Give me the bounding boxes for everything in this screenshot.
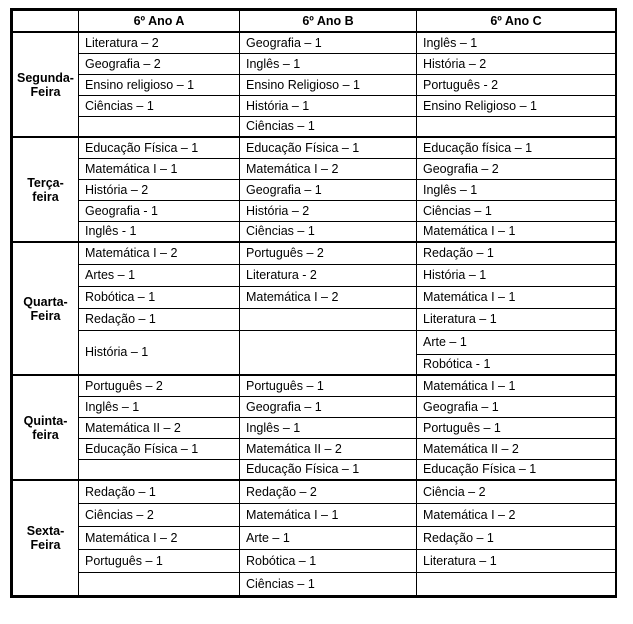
class-cell: História – 2 xyxy=(79,179,240,200)
header-6c: 6º Ano C xyxy=(417,11,616,33)
class-cell: Inglês - 1 xyxy=(79,221,240,242)
schedule-row xyxy=(13,503,616,526)
class-cell: Inglês – 1 xyxy=(240,53,417,74)
class-cell: Geografia – 1 xyxy=(240,396,417,417)
schedule-row xyxy=(13,480,616,503)
class-cell: Literatura – 2 xyxy=(79,32,240,53)
class-cell: Inglês – 1 xyxy=(79,396,240,417)
schedule-row xyxy=(13,308,616,330)
schedule-table xyxy=(12,10,616,596)
class-cell: Literatura – 1 xyxy=(417,549,616,572)
class-cell: Matemática I – 2 xyxy=(240,158,417,179)
schedule-row xyxy=(13,200,616,221)
class-cell: Português – 1 xyxy=(240,375,417,396)
header-6b: 6º Ano B xyxy=(240,11,417,33)
schedule-row xyxy=(13,221,616,242)
schedule-row xyxy=(13,32,616,53)
class-cell xyxy=(240,308,417,330)
schedule-row xyxy=(13,286,616,308)
class-cell: Literatura - 2 xyxy=(240,264,417,286)
class-cell: Redação – 2 xyxy=(240,480,417,503)
class-cell: Ensino religioso – 1 xyxy=(79,74,240,95)
class-cell: Inglês – 1 xyxy=(417,32,616,53)
class-cell: Educação Física – 1 xyxy=(240,137,417,158)
class-cell: Artes – 1 xyxy=(79,264,240,286)
class-cell xyxy=(417,116,616,137)
class-cell: Ciências – 2 xyxy=(79,503,240,526)
class-cell: Geografia – 2 xyxy=(417,158,616,179)
schedule-row xyxy=(13,396,616,417)
schedule-row xyxy=(13,549,616,572)
schedule-row xyxy=(13,264,616,286)
class-cell: Educação Física – 1 xyxy=(79,438,240,459)
class-cell: Redação – 1 xyxy=(79,480,240,503)
class-cell: História – 1 xyxy=(240,95,417,116)
class-cell: Matemática I – 1 xyxy=(240,503,417,526)
schedule-row xyxy=(13,526,616,549)
class-cell xyxy=(79,572,240,595)
class-cell xyxy=(79,116,240,137)
class-cell: Ciências – 1 xyxy=(417,200,616,221)
schedule-row xyxy=(13,74,616,95)
class-cell: Redação – 1 xyxy=(79,308,240,330)
class-cell: Inglês – 1 xyxy=(240,417,417,438)
class-cell: Ciências – 1 xyxy=(240,572,417,595)
class-cell: Redação – 1 xyxy=(417,526,616,549)
class-cell: Educação Física – 1 xyxy=(417,459,616,480)
day-label: Quarta-​Feira xyxy=(13,242,79,375)
schedule-row xyxy=(13,242,616,264)
class-cell: Educação física – 1 xyxy=(417,137,616,158)
schedule-sheet xyxy=(10,8,617,598)
class-cell: Ensino Religioso – 1 xyxy=(240,74,417,95)
class-cell: Português – 1 xyxy=(79,549,240,572)
class-cell: Arte – 1 xyxy=(240,526,417,549)
schedule-body xyxy=(13,32,616,595)
class-cell: Matemática I – 2 xyxy=(417,503,616,526)
schedule-row xyxy=(13,375,616,396)
class-cell: Geografia – 2 xyxy=(79,53,240,74)
header-6a: 6º Ano A xyxy=(79,11,240,33)
schedule-row xyxy=(13,137,616,158)
schedule-row xyxy=(13,572,616,595)
header-corner xyxy=(13,11,79,33)
class-cell: Ciências – 1 xyxy=(79,95,240,116)
class-cell: Ciências – 1 xyxy=(240,116,417,137)
class-cell: História – 2 xyxy=(417,53,616,74)
day-label: Terça-​feira xyxy=(13,137,79,242)
class-cell: Matemática I – 1 xyxy=(79,158,240,179)
class-cell: Ensino Religioso – 1 xyxy=(417,95,616,116)
header-row xyxy=(13,11,616,33)
day-label: Quinta-​feira xyxy=(13,375,79,480)
class-cell: Arte – 1 xyxy=(417,330,616,354)
class-cell xyxy=(417,572,616,595)
day-label: Sexta-​Feira xyxy=(13,480,79,595)
class-cell: Ciência – 2 xyxy=(417,480,616,503)
class-cell: Geografia – 1 xyxy=(417,396,616,417)
class-cell: Robótica – 1 xyxy=(240,549,417,572)
schedule-row xyxy=(13,330,616,354)
class-cell: Educação Física – 1 xyxy=(79,137,240,158)
schedule-row xyxy=(13,417,616,438)
class-cell: Português – 1 xyxy=(417,417,616,438)
class-cell: Ciências – 1 xyxy=(240,221,417,242)
class-cell xyxy=(79,459,240,480)
class-cell: Português – 2 xyxy=(240,242,417,264)
class-cell: Robótica - 1 xyxy=(417,354,616,375)
schedule-row xyxy=(13,459,616,480)
schedule-row xyxy=(13,95,616,116)
schedule-row xyxy=(13,158,616,179)
class-cell: Matemática II – 2 xyxy=(79,417,240,438)
class-cell: Inglês – 1 xyxy=(417,179,616,200)
class-cell: Português – 2 xyxy=(79,375,240,396)
schedule-row xyxy=(13,116,616,137)
class-cell: Matemática I – 2 xyxy=(79,526,240,549)
class-cell: Matemática II – 2 xyxy=(240,438,417,459)
class-cell: Geografia - 1 xyxy=(79,200,240,221)
schedule-row xyxy=(13,53,616,74)
class-cell: História – 1 xyxy=(417,264,616,286)
class-cell: Matemática I – 1 xyxy=(417,221,616,242)
class-cell: Geografia – 1 xyxy=(240,32,417,53)
class-cell: Geografia – 1 xyxy=(240,179,417,200)
class-cell: Matemática I – 1 xyxy=(417,286,616,308)
class-cell xyxy=(240,330,417,375)
schedule-row xyxy=(13,179,616,200)
day-label: Segunda-​Feira xyxy=(13,32,79,137)
class-cell: Matemática II – 2 xyxy=(417,438,616,459)
class-cell: Robótica – 1 xyxy=(79,286,240,308)
class-cell: Matemática I – 1 xyxy=(417,375,616,396)
class-cell: História – 1 xyxy=(79,330,240,375)
class-cell: Português - 2 xyxy=(417,74,616,95)
class-cell: Matemática I – 2 xyxy=(240,286,417,308)
class-cell: História – 2 xyxy=(240,200,417,221)
class-cell: Literatura – 1 xyxy=(417,308,616,330)
class-cell: Educação Física – 1 xyxy=(240,459,417,480)
schedule-row xyxy=(13,438,616,459)
class-cell: Matemática I – 2 xyxy=(79,242,240,264)
class-cell: Redação – 1 xyxy=(417,242,616,264)
